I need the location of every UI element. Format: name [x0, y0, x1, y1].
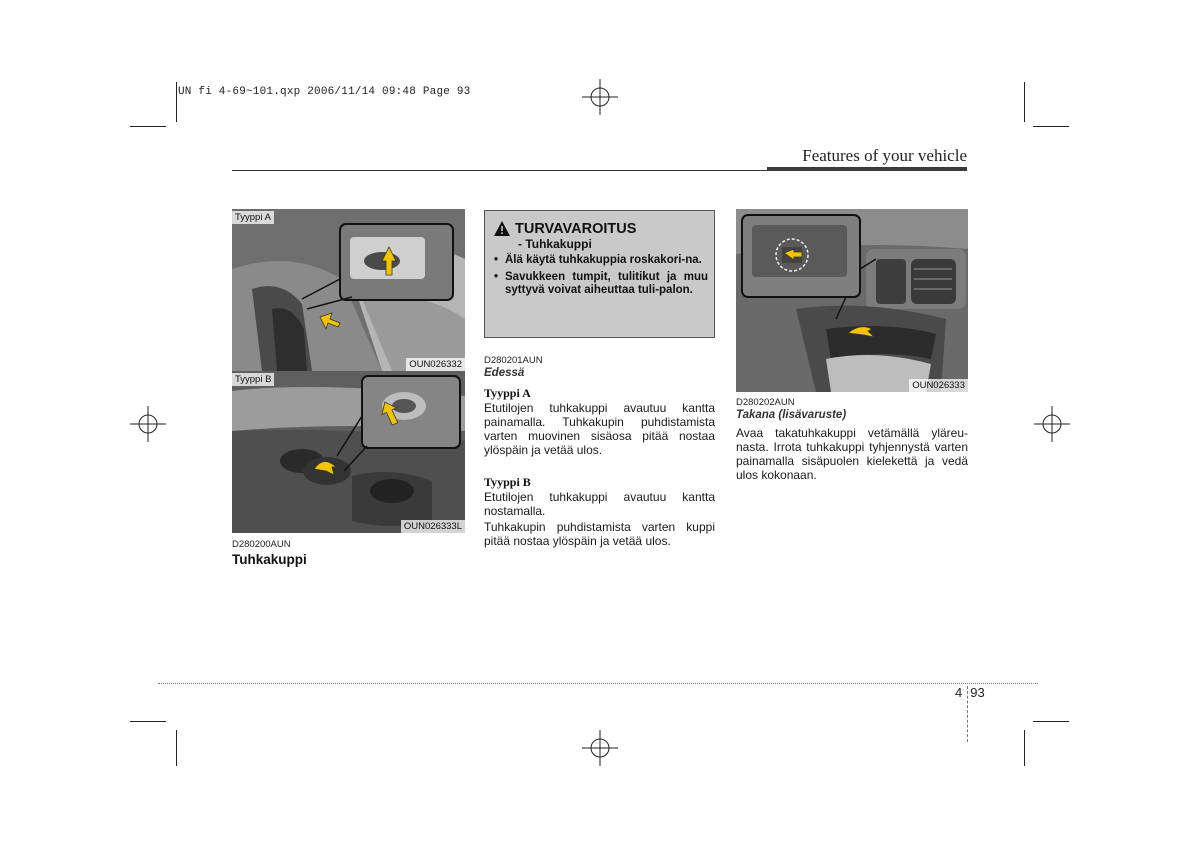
type-b-text-1: Etutilojen tuhkakuppi avautuu kantta nostamalla.: [484, 490, 715, 518]
photo-type-b-code: OUN026333L: [401, 520, 465, 533]
warning-list: [493, 254, 708, 301]
type-b-text-2: Tuhkakupin puhdistamista varten kuppi pitää nostaa ylöspäin ja vetää ulos.: [484, 520, 715, 548]
photo-type-b: [232, 371, 465, 533]
warning-subtitle: - Tuhkakuppi: [518, 237, 592, 251]
ref-code-ashtray: D280200AUN: [232, 539, 291, 550]
ref-code-rear: D280202AUN: [736, 397, 795, 408]
footer-dotted-rule: [158, 683, 1038, 684]
registration-mark-icon: [582, 730, 618, 766]
type-a-text: Etutilojen tuhkakuppi avautuu kantta painamalla. Tuhkakupin puhdistamista varten muovinen sisäosa pitää nostaa ylöspäin ja vetää ulos.: [484, 401, 715, 457]
rear-text: Avaa takatuhkakuppi vetämällä yläreu-nasta. Irrota tuhkakuppi tyhjennystä varten painamalla sisäpuolen kielekettä ja vedä ulos kokonaan.: [736, 426, 968, 482]
warning-item: • Älä käytä tuhkakuppia roskakori-na.: [493, 254, 708, 268]
page-header-title: Features of your vehicle: [802, 146, 967, 165]
type-b-label: Tyyppi B: [484, 475, 531, 489]
page-number: [955, 685, 985, 700]
warning-triangle-icon: [494, 221, 510, 236]
section-title: Tuhkakuppi: [232, 552, 307, 567]
photo-type-a: [232, 209, 465, 371]
chapter-number: 4: [955, 685, 963, 700]
warning-box: [484, 210, 715, 338]
front-heading: Edessä: [484, 367, 525, 379]
ref-code-front: D280201AUN: [484, 355, 543, 366]
type-a-label: Tyyppi A: [484, 386, 531, 400]
warning-item: • Savukkeen tumpit, tulitikut ja muu syttyvä voivat aiheuttaa tuli-palon.: [493, 271, 708, 298]
rear-heading: Takana (lisävaruste): [736, 409, 847, 421]
registration-mark-icon: [582, 79, 618, 115]
page-number-value: 93: [970, 685, 985, 700]
file-slug: UN fi 4-69~101.qxp 2006/11/14 09:48 Page 93: [178, 86, 471, 98]
photo-rear-code: OUN026333: [909, 379, 968, 392]
photo-type-a-code: OUN026332: [406, 358, 465, 371]
registration-mark-icon: [130, 406, 166, 442]
registration-mark-icon: [1034, 406, 1070, 442]
header-bar: [767, 167, 967, 171]
photo-type-b-label: Tyyppi B: [232, 373, 274, 386]
photo-rear: [736, 209, 968, 392]
warning-title: TURVAVAROITUS: [515, 221, 637, 237]
photo-type-a-label: Tyyppi A: [232, 211, 274, 224]
